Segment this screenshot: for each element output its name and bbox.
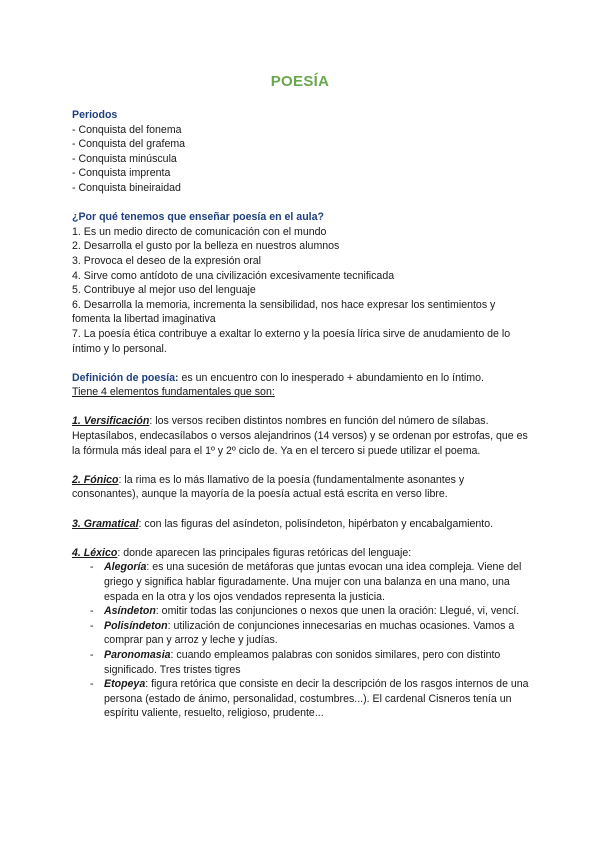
- definicion-paragraph: [72, 371, 532, 386]
- periodos-item: - Conquista del grafema: [72, 138, 186, 151]
- figura-item: [104, 604, 532, 619]
- gramatical-text: : con las figuras del asíndeton, polisíndeton, hipérbaton y encabalgamiento.: [138, 517, 494, 530]
- lexico-text: : donde aparecen las principales figuras retóricas del lenguaje:: [117, 546, 412, 559]
- periodos-item: - Conquista minúscula: [72, 152, 177, 165]
- periodos-item: - Conquista bineiraidad: [72, 181, 181, 194]
- lexico-paragraph: [72, 546, 532, 561]
- figura-item: [104, 648, 532, 677]
- gramatical-label: 3. Gramatical: [72, 517, 139, 530]
- porque-line: 2. Desarrolla el gusto por la belleza en nuestros alumnos: [72, 240, 340, 253]
- porque-line: 7. La poesía ética contribuye a exaltar lo externo y la poesía lírica sirve de anudamiento de lo íntimo y lo personal.: [72, 327, 511, 355]
- figura-name: Paronomasia: [104, 648, 171, 661]
- figura-text: : utilización de conjunciones innecesarias en muchas ocasiones. Vamos a comprar pan y arroz y leche y judías.: [104, 619, 515, 647]
- porque-heading: ¿Por qué tenemos que enseñar poesía en el aula?: [72, 211, 324, 224]
- page-title: POESÍA: [270, 73, 330, 90]
- versificacion-text: : los versos reciben distintos nombres en función del número de sílabas. Heptasílabos, endecasílabos o versos alejandrinos (14 versos) y se ordenan por estrofas, que es la fórmula más ideal para el 1º y 2º ciclo de. Ya en el tercero si puede utilizar el poema.: [72, 415, 528, 457]
- figura-item: [104, 677, 532, 721]
- definicion-text: es un encuentro con lo inesperado + abundamiento en lo íntimo.: [178, 371, 484, 384]
- figura-text: : cuando empleamos palabras con sonidos similares, pero con distinto significado. Tres tristes tigres: [104, 648, 501, 676]
- fonico-label: 2. Fónico: [72, 473, 119, 486]
- figura-item: [104, 560, 532, 604]
- periodos-item: - Conquista del fonema: [72, 123, 182, 136]
- porque-line: 4. Sirve como antídoto de una civilización excesivamente tecnificada: [72, 269, 395, 282]
- fonico-text: : la rima es lo más llamativo de la poesía (fundamentalmente asonantes y consonantes), aunque la mayoría de la poesía actual está escrita en verso libre.: [72, 473, 465, 501]
- lexico-label: 4. Léxico: [72, 546, 118, 559]
- periodos-heading: Periodos: [72, 109, 118, 121]
- figura-text: : es una sucesión de metáforas que juntas evocan una idea compleja. Viene del griego y significa hablar figuradamente. Una mujer con una balanza en una mano, una espada en la otra y los ojos vendados representa la justicia.: [104, 561, 522, 603]
- document-body: [72, 108, 532, 721]
- figura-text: : omitir todas las conjunciones o nexos que unen la oración: Llegué, vi, vencí.: [155, 605, 520, 618]
- porque-line: 1. Es un medio directo de comunicación con el mundo: [72, 225, 327, 238]
- figura-item: [104, 619, 532, 648]
- porque-line: 5. Contribuye al mejor uso del lenguaje: [72, 284, 256, 297]
- versificacion-paragraph: [72, 414, 532, 458]
- figura-name: Etopeya: [104, 678, 146, 691]
- figura-name: Alegoría: [104, 561, 147, 574]
- versificacion-label: 1. Versificación: [72, 415, 150, 428]
- figura-text: : figura retórica que consiste en decir la descripción de los rasgos internos de una persona (estado de ánimo, personalidad, costumbres...). El cardenal Cisneros tenía un espíritu valiente, resuelto, religioso, prudente...: [104, 678, 529, 720]
- figura-name: Polisíndeton: [104, 619, 168, 632]
- porque-line: 3. Provoca el deseo de la expresión oral: [72, 254, 262, 267]
- figura-name: Asíndeton: [104, 605, 156, 618]
- porque-line: 6. Desarrolla la memoria, incrementa la sensibilidad, nos hace expresar los sentimientos y fomenta la libertad imaginativa: [72, 298, 496, 326]
- gramatical-paragraph: [72, 517, 532, 532]
- fonico-paragraph: [72, 473, 532, 502]
- definicion-label: Definición de poesía:: [72, 371, 179, 384]
- elementos-subtitle: Tiene 4 elementos fundamentales que son:: [72, 386, 275, 399]
- figuras-list: [72, 560, 532, 721]
- periodos-item: - Conquista imprenta: [72, 167, 171, 180]
